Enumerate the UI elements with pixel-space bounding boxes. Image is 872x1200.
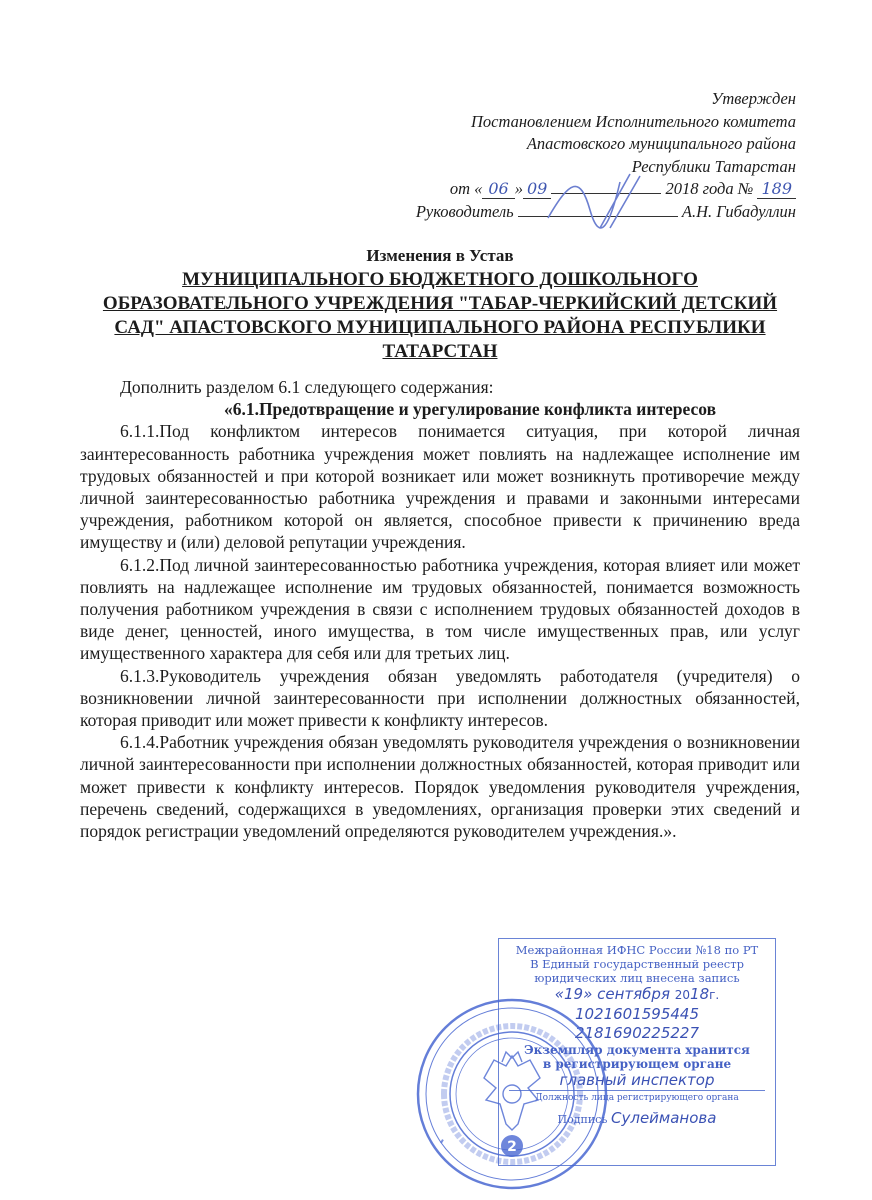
approval-approved: Утвержден: [711, 89, 796, 108]
stamp-line3: юридических лиц внесена запись: [534, 971, 740, 985]
title-line2: МУНИЦИПАЛЬНОГО БЮДЖЕТНОГО ДОШКОЛЬНОГО ОБРАЗОВАТЕЛЬНОГО УЧРЕЖДЕНИЯ "ТАБАР-ЧЕРКИЙСКИЙ ДЕТСКИЙ САД" АПАСТОВСКОГО МУНИЦИПАЛЬНОГО РАЙОНА РЕСПУБЛИКИ ТАТАРСТАН: [102, 269, 778, 362]
stamp-sign-label: Подпись: [557, 1113, 608, 1126]
tax-inspection-seal: [414, 996, 610, 1192]
approval-date-prefix: от «: [449, 179, 483, 198]
paragraph-6-1-3: 6.1.3.Руководитель учреждения обязан уведомлять работодателя (учредителя) о возникновении личной заинтересованности при исполнении должностных обязанностей, которая приводит или может привести к конфликту интересов.: [80, 665, 800, 731]
body-intro: Дополнить разделом 6.1 следующего содержания:: [120, 377, 494, 397]
section-heading: «6.1.Предотвращение и урегулирование конфликта интересов: [223, 399, 717, 420]
approval-date-suffix: 2018 года №: [665, 179, 754, 198]
approval-head-label: Руководитель: [415, 201, 514, 221]
stamp-ogrn: 1021601595445: [574, 1005, 700, 1023]
stamp-role: Должность лица регистрирующего органа: [509, 1090, 765, 1105]
paragraph-6-1-4: 6.1.4.Работник учреждения обязан уведомлять руководителя учреждения о возникновении личной заинтересованности при исполнении должностных обязанностей, которая приводит или может привести к конфликту интересов. Порядок уведомления руководителя учреждения, перечень сведений, содержащихся в уведомлениях, организация проверки этих сведений и порядок регистрации уведомлений определяются руководителем учреждения.».: [80, 732, 800, 842]
approval-republic: Республики Татарстан: [631, 156, 796, 176]
stamp-date-suffix: г.: [709, 988, 720, 1002]
stamp-date-year: 18: [690, 985, 710, 1003]
document-body: [80, 376, 800, 842]
stamp-line2: В Единый государственный реестр: [530, 957, 744, 971]
head-signature: [540, 170, 660, 230]
approval-head-name: А.Н. Гибадуллин: [681, 201, 796, 221]
stamp-date-day: «19»: [554, 985, 593, 1003]
document-title: [80, 244, 800, 364]
approval-date-mid: »: [514, 179, 523, 198]
stamp-signer: Сулейманова: [611, 1109, 717, 1127]
stamp-date-year-prefix: 20: [674, 988, 691, 1002]
approval-district: Апастовского муниципального района: [526, 134, 796, 153]
stamp-line1: Межрайонная ИФНС России №18 по РТ: [515, 943, 759, 957]
paragraph-6-1-1: 6.1.1.Под конфликтом интересов понимается ситуация, при которой личная заинтересованность работника учреждения может повлиять на надлежащее исполнение им трудовых обязанностей и при которой возникает или может возникнуть противоречие между личной заинтересованностью работника учреждения и правами и законными интересами учреждения, работником которой он является, способное привести к причинению вреда имуществу и (или) деловой репутации учреждения.: [80, 421, 800, 553]
stamp-copy-line1: Экземпляр документа хранится: [524, 1043, 750, 1057]
approval-date-month: 09: [523, 179, 551, 199]
approval-by: Постановлением Исполнительного комитета: [470, 111, 796, 131]
stamp-date-month: сентября: [597, 985, 670, 1003]
approval-date-day: 06: [482, 179, 514, 199]
title-line1: Изменения в Устав: [366, 246, 514, 265]
stamp-grn: 2181690225227: [574, 1024, 700, 1042]
stamp-copy-line2: в регистрирующем органе: [542, 1057, 732, 1071]
stamp-position: главный инспектор: [559, 1071, 715, 1089]
approval-date-number: 189: [757, 179, 796, 199]
eagle-emblem: [484, 1052, 540, 1130]
seal-number: 2: [507, 1139, 517, 1155]
paragraph-6-1-2: 6.1.2.Под личной заинтересованностью работника учреждения, которая влияет или может повлиять на надлежащее исполнение им трудовых обязанностей, понимается возможность получения работником учреждения в связи с исполнением трудовых обязанностей доходов в виде денег, ценностей, иного имущества, в том числе имущественных прав, или услуг имущественного характера для себя или для третьих лиц.: [80, 554, 800, 664]
